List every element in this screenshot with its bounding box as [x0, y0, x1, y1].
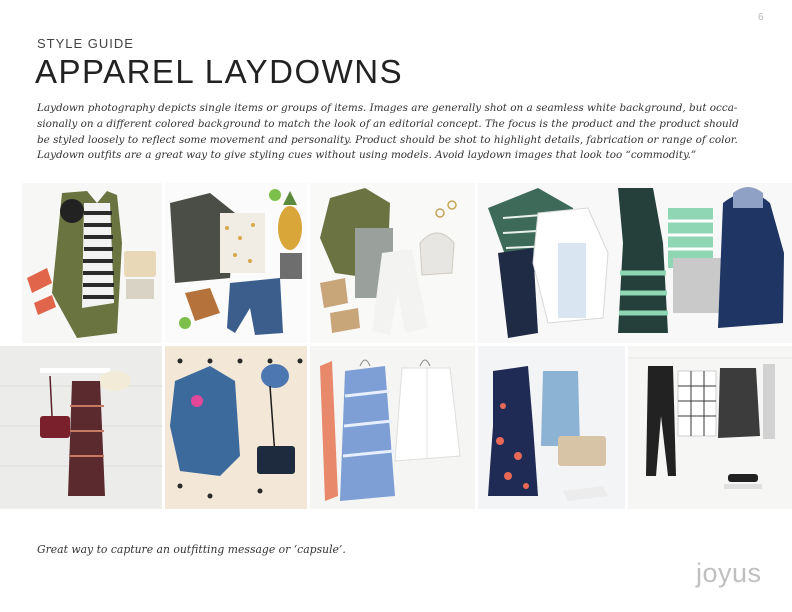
photo-hanging-blue-dress: [310, 346, 475, 509]
body-line: sionally on a different colored background to match the look of an editorial concept. The focus is the product and the product should: [37, 117, 739, 130]
body-line: Laydown outfits are a great way to give styling cues without using models. Avoid laydown images that look too “commodity.”: [37, 149, 697, 162]
photo-grid: [0, 183, 792, 509]
page-title: APPAREL LAYDOWNS: [35, 53, 404, 90]
photo-denim-jacket-pegboard: [165, 346, 307, 509]
photo-hook-wall-outfit: [0, 346, 162, 509]
eyebrow-label: STYLE GUIDE: [37, 36, 134, 51]
photo-utility-jacket-laydown: [165, 183, 307, 343]
photo-olive-jacket-white-jeans: [310, 183, 475, 343]
body-paragraph: [37, 101, 759, 164]
caption: Great way to capture an outfitting message or ‘capsule’.: [37, 543, 346, 556]
photo-plaid-shirt-outfit: [628, 346, 792, 509]
photo-olive-vest-laydown: [22, 183, 162, 343]
photo-floral-dress-denim-vest: [478, 346, 625, 509]
photo-group-laydown: [478, 183, 792, 343]
joyus-logo: joyus: [696, 558, 762, 588]
body-line: be styled loosely to reflect some movement and personality. Product should be shot to highlight details, fabrication or range of color.: [37, 133, 738, 146]
body-line: Laydown photography depicts single items or groups of items. Images are generally shot on a seamless white background, but occa-: [37, 102, 738, 114]
page-number: 6: [758, 12, 764, 23]
